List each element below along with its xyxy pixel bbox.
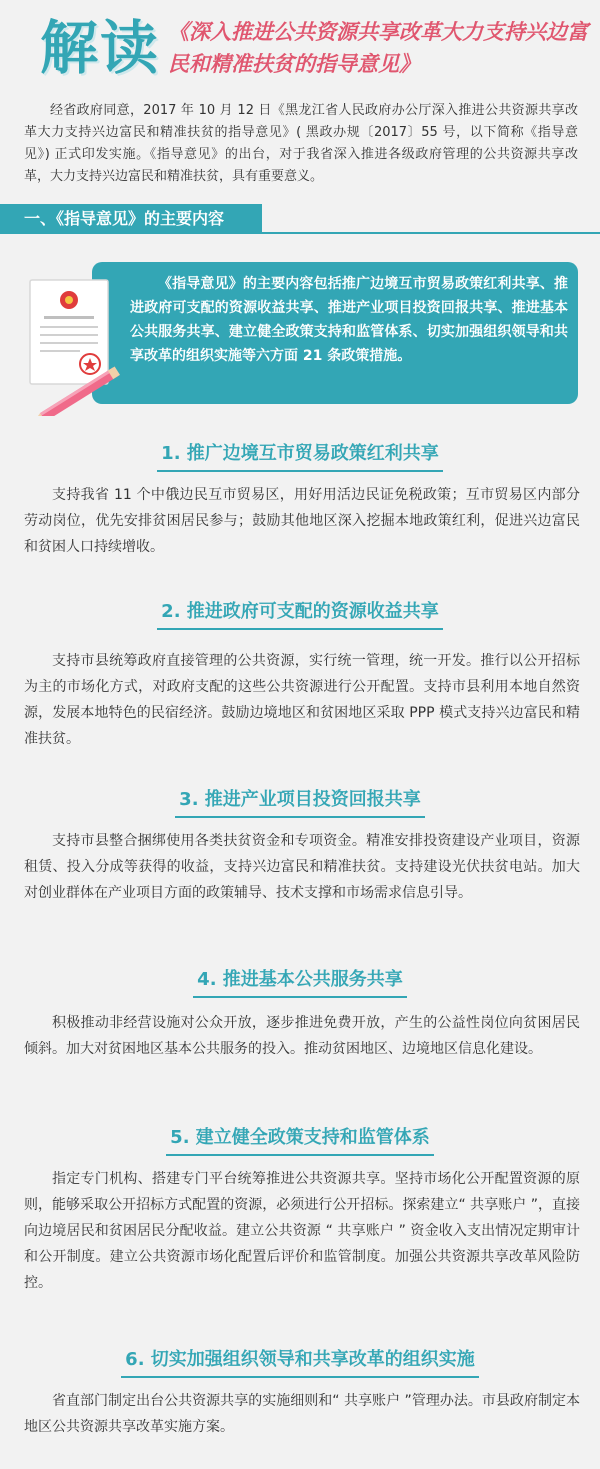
paragraph-item-1: 支持我省 11 个中俄边民互市贸易区，用好用活边民证免税政策；互市贸易区内部分劳动岗位，优先安排贫困居民参与；鼓励其他地区深入挖掘本地政策红利，促进兴边富民和贫困人口持续增收。 (24, 487, 580, 555)
paragraph-item-3: 支持市县整合捆绑使用各类扶贫资金和专项资金。精准安排投资建设产业项目，资源租赁、投入分成等获得的收益，支持兴边富民和精准扶贫。支持建设光伏扶贫电站。加大对创业群体在产业项目方面的政策辅导、技术支撑和市场需求信息引导。 (24, 833, 580, 901)
heading-item-3: 3. 推进产业项目投资回报共享 (0, 786, 600, 818)
sub-title: 《深入推进公共资源共享改革大力支持兴边富民和精准扶贫的指导意见》 (168, 20, 588, 76)
paragraph-item-6: 省直部门制定出台公共资源共享的实施细则和“ 共享账户 ”管理办法。市县政府制定本地区公共资源共享改革实施方案。 (24, 1393, 580, 1435)
heading-item-5: 5. 建立健全政策支持和监管体系 (0, 1124, 600, 1156)
header (0, 0, 600, 95)
section-title: 一、《指导意见》的主要内容 (0, 204, 262, 234)
paragraph-item-5: 指定专门机构、搭建专门平台统筹推进公共资源共享。坚持市场化公开配置资源的原则，能够采取公开招标方式配置的资源，必须进行公开招标。探索建立“ 共享账户 ”，直接向边境居民和贫困居民分配收益。建立公共资源 “ 共享账户 ” 资金收入支出情况定期审计和公开制度。建立公共资源市场化配置后评价和监管制度。加强公共资源共享改革风险防控。 (24, 1171, 580, 1291)
heading-item-6: 6. 切实加强组织领导和共享改革的组织实施 (0, 1346, 600, 1378)
heading-item-4: 4. 推进基本公共服务共享 (0, 966, 600, 998)
heading-item-1: 1. 推广边境互市贸易政策红利共享 (0, 440, 600, 472)
heading-item-2: 2. 推进政府可支配的资源收益共享 (0, 598, 600, 630)
big-title: 解读 (40, 14, 161, 82)
summary-text: 《指导意见》的主要内容包括推广边境互市贸易政策红利共享、推进政府可支配的资源收益共享、推进产业项目投资回报共享、推进基本公共服务共享、建立健全政策支持和监管体系、切实加强组织领导和共享改革的组织实施等六方面 21 条政策措施。 (130, 276, 568, 364)
paragraph-item-2: 支持市县统筹政府直接管理的公共资源，实行统一管理，统一开发。推行以公开招标为主的市场化方式，对政府支配的这些公共资源进行公开配置。支持市县利用本地自然资源，发展本地特色的民宿经济。鼓励边境地区和贫困地区采取 PPP 模式支持兴边富民和精准扶贫。 (24, 653, 580, 747)
section-divider (262, 232, 600, 234)
intro-paragraph: 经省政府同意，2017 年 10 月 12 日《黑龙江省人民政府办公厅深入推进公共资源共享改革大力支持兴边富民和精准扶贫的指导意见》( 黑政办规〔2017〕55 号，以下简称《指导意见》) 正式印发实施。《指导意见》的出台，对于我省深入推进各级政府管理的公共资源共享改革，大力支持兴边富民和精准扶贫，具有重要意义。 (24, 103, 578, 184)
document-with-seal-and-pencil-icon (20, 276, 130, 416)
paragraph-item-4: 积极推动非经营设施对公众开放，逐步推进免费开放，产生的公益性岗位向贫困居民倾斜。加大对贫困地区基本公共服务的投入。推动贫困地区、边境地区信息化建设。 (24, 1015, 580, 1057)
